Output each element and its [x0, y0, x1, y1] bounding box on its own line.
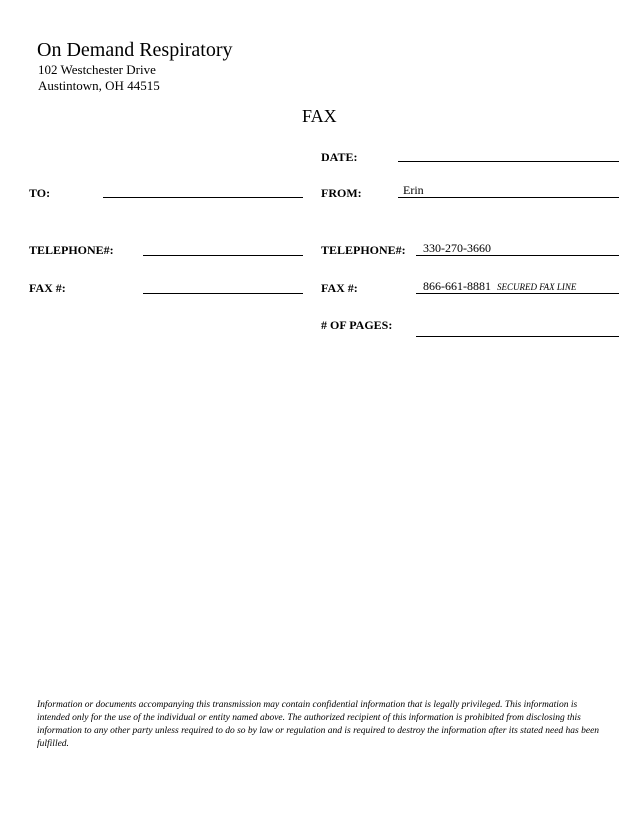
from-telephone-field-line[interactable] — [416, 255, 619, 256]
pages-label: # OF PAGES: — [321, 318, 393, 332]
from-value: Erin — [403, 183, 424, 197]
fax-title: FAX — [302, 106, 337, 126]
from-telephone-label: TELEPHONE#: — [321, 243, 406, 257]
to-field-line[interactable] — [103, 197, 303, 198]
to-fax-field-line[interactable] — [143, 293, 303, 294]
pages-field-line[interactable] — [416, 336, 619, 337]
from-label: FROM: — [321, 186, 362, 200]
from-fax-value: 866-661-8881 — [423, 279, 491, 293]
to-telephone-label: TELEPHONE#: — [29, 243, 114, 257]
date-field-line[interactable] — [398, 161, 619, 162]
confidentiality-disclaimer: Information or documents accompanying this transmission may contain confidential information that is legally privileged. This information is intended only for the use of the individual or entity named above. The authorized recipient of this information is prohibited from disclosing this information to any other party unless required to do so by law or regulation and is required to destroy the information after its stated need has been fulfilled. — [37, 700, 600, 749]
date-label: DATE: — [321, 150, 358, 164]
secured-fax-note: SECURED FAX LINE — [497, 282, 577, 292]
to-fax-label: FAX #: — [29, 281, 66, 295]
address-line-1: 102 Westchester Drive — [38, 62, 156, 77]
address-line-2: Austintown, OH 44515 — [38, 78, 160, 93]
from-field-line[interactable] — [398, 197, 619, 198]
to-telephone-field-line[interactable] — [143, 255, 303, 256]
from-telephone-value: 330-270-3660 — [423, 241, 491, 255]
from-fax-label: FAX #: — [321, 281, 358, 295]
from-fax-value-group — [423, 279, 576, 294]
to-label: TO: — [29, 186, 51, 200]
company-name: On Demand Respiratory — [37, 39, 233, 61]
